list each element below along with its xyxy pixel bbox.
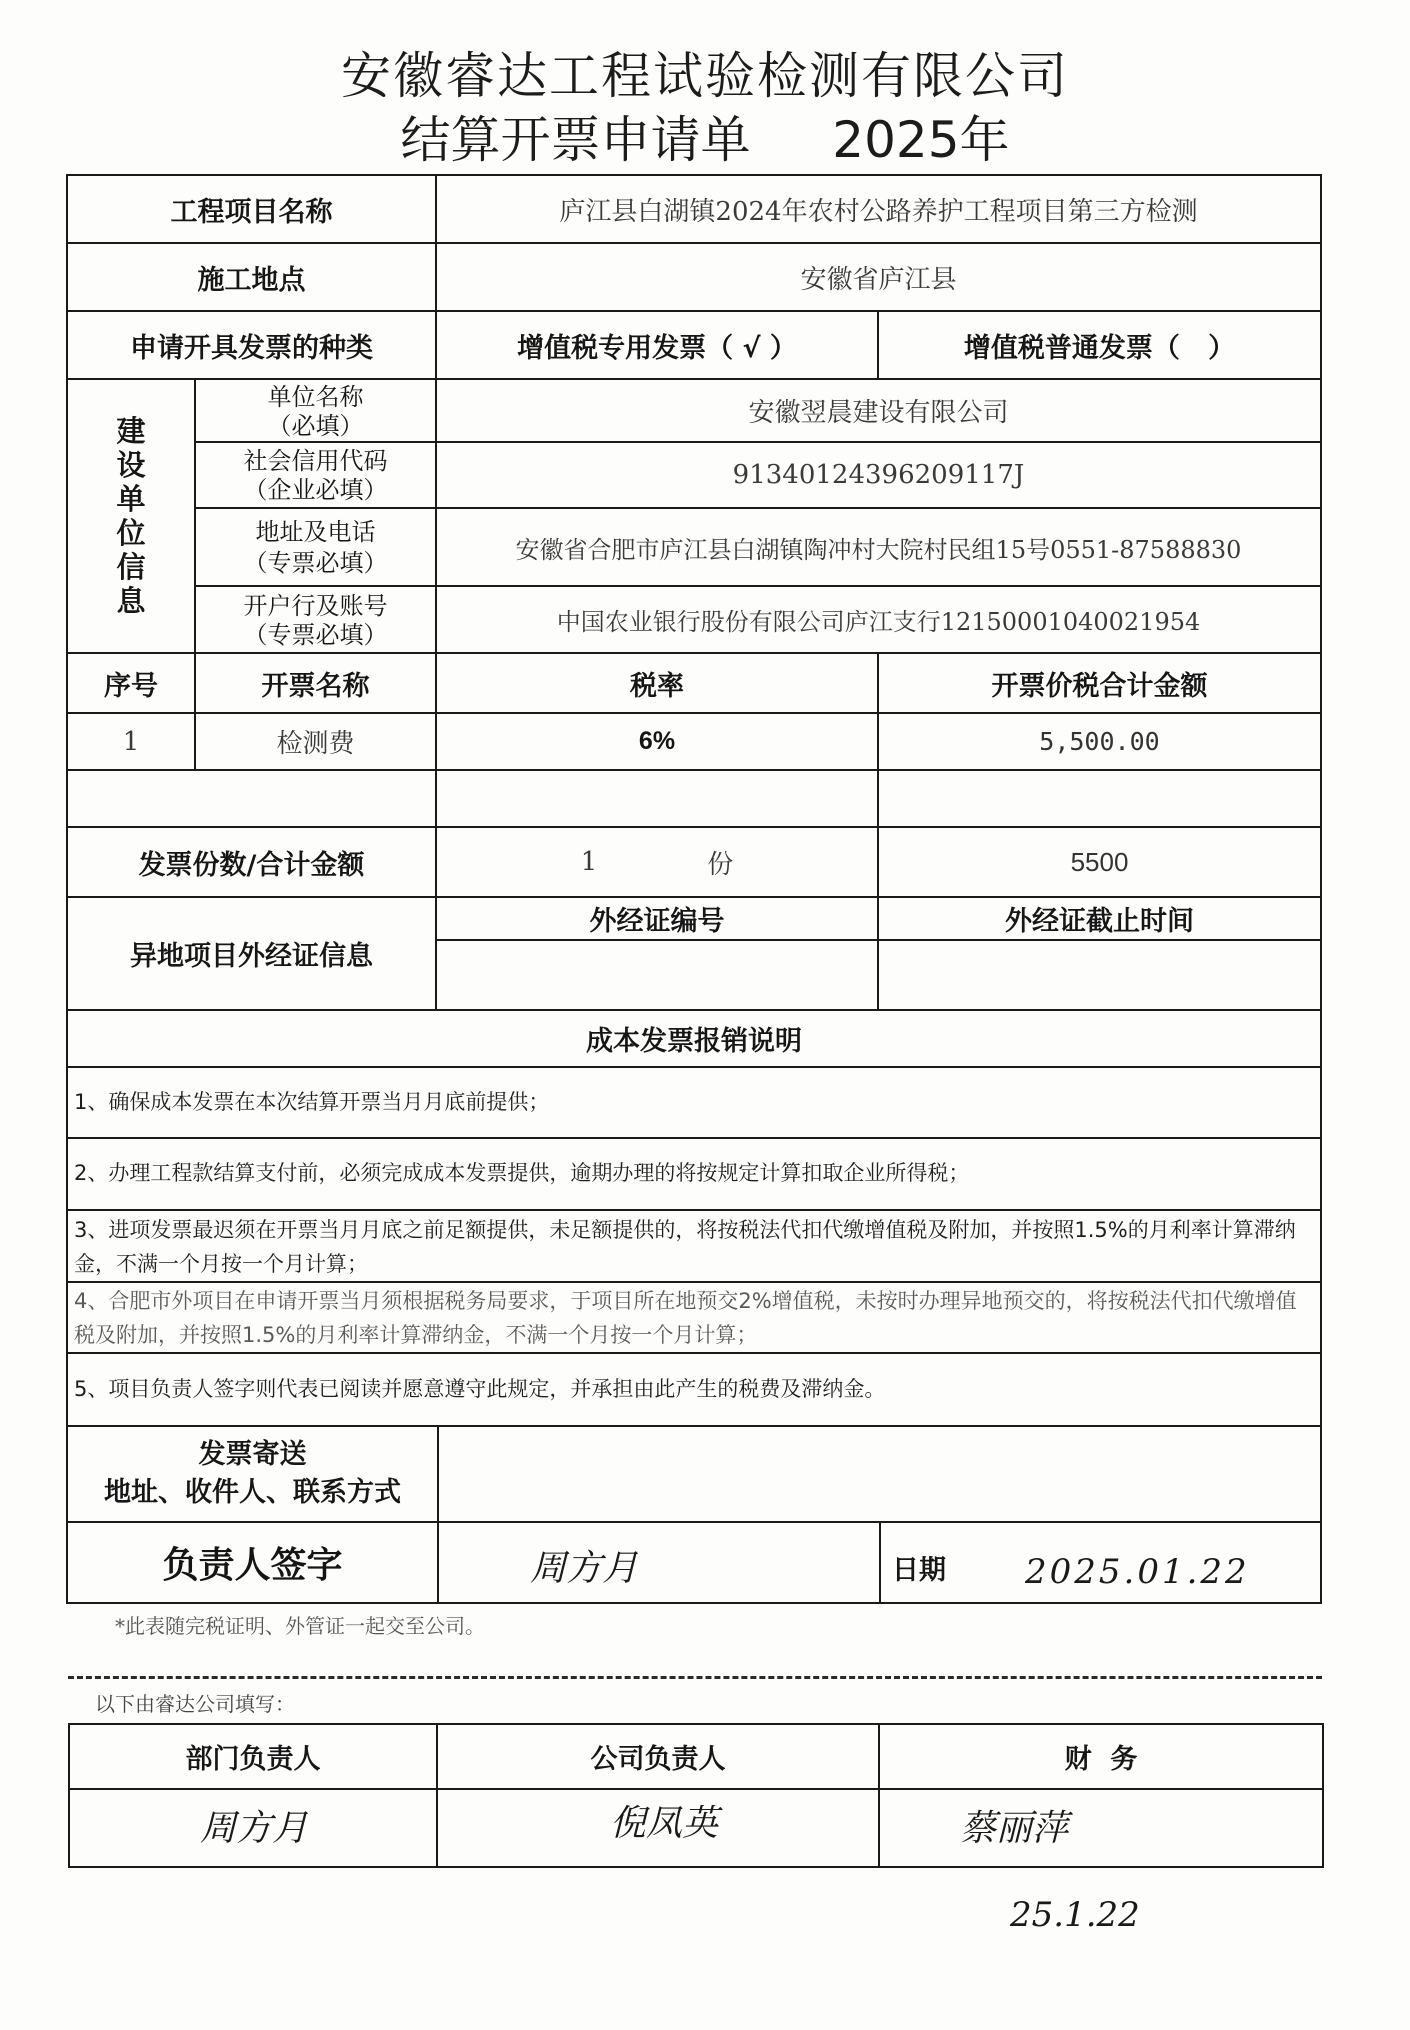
row-line — [66, 1209, 1322, 1211]
dept-head-signature[interactable]: 周方月 — [200, 1808, 309, 1849]
address-phone-hint: （专票必填） — [243, 549, 388, 577]
builder-group-chars — [116, 414, 145, 618]
row-line — [66, 1281, 1322, 1283]
unit-name-label: 单位名称 — [267, 382, 364, 411]
site-value[interactable]: 安徽省庐江县 — [800, 264, 957, 295]
credit-code-label: 社会信用代码 — [243, 447, 388, 475]
finance-header: 财 务 — [1064, 1744, 1138, 1775]
signature-label: 负责人签字 — [162, 1545, 343, 1586]
note-item-5: 5、项目负责人签字则代表已阅读并愿意遵守此规定，并承担由此产生的税费及滞纳金。 — [74, 1377, 886, 1401]
builder-row-label — [196, 443, 435, 507]
row-line — [66, 1602, 1322, 1604]
col-header-name: 开票名称 — [261, 670, 370, 702]
remote-label: 异地项目外经证信息 — [130, 941, 373, 972]
item-amount-empty[interactable] — [879, 771, 1320, 826]
builder-row-label — [196, 509, 435, 585]
notes-title: 成本发票报销说明 — [586, 1026, 802, 1057]
totals-count-cell — [437, 828, 877, 896]
note-item-1: 1、确保成本发票在本次结算开票当月月底前提供； — [74, 1090, 550, 1114]
item-rate[interactable]: 6% — [638, 727, 676, 755]
company-head-header: 公司负责人 — [590, 1744, 726, 1775]
col-header-rate: 税率 — [630, 670, 684, 702]
item-no[interactable]: 1 — [122, 726, 140, 757]
totals-unit: 份 — [707, 849, 734, 880]
table-border-right — [1320, 174, 1322, 1602]
form-title: 结算开票申请单 — [400, 111, 751, 169]
row-line — [68, 1866, 1324, 1868]
remote-col-number: 外经证编号 — [589, 906, 725, 937]
mailing-label — [68, 1427, 437, 1521]
bank-account-value[interactable]: 中国农业银行股份有限公司庐江支行12150001040021954 — [556, 608, 1201, 636]
dept-head-header: 部门负责人 — [185, 1744, 321, 1775]
mailing-value[interactable] — [439, 1427, 1320, 1521]
company-title: 安徽睿达工程试验检测有限公司 — [341, 47, 1069, 105]
bank-account-label: 开户行及账号 — [243, 591, 388, 620]
note-item-3: 3、进项发票最迟须在开票当月月底之前足额提供，未足额提供的，将按税法代扣代缴增值税及附加，并按照1.5%的月利率计算滞纳金，不满一个月按一个月计算； — [74, 1218, 1296, 1276]
builder-group-char: 建 — [116, 414, 146, 448]
bank-account-hint: （专票必填） — [243, 620, 388, 649]
builder-row-label — [196, 380, 435, 441]
builder-group-char: 设 — [116, 448, 146, 482]
invoice-type-special-checkbox[interactable]: 增值税专用发票（ √ ） — [517, 332, 797, 364]
totals-count[interactable]: 1 — [580, 847, 598, 877]
totals-amount[interactable]: 5500 — [1070, 846, 1129, 877]
row-line — [66, 1352, 1322, 1354]
credit-code-hint: （企业必填） — [243, 476, 388, 504]
builder-group-char: 单 — [116, 482, 146, 516]
project-name-value[interactable]: 庐江县白湖镇2024年农村公路养护工程项目第三方检测 — [559, 196, 1198, 227]
address-phone-label: 地址及电话 — [255, 518, 376, 546]
remote-col-expiry: 外经证截止时间 — [1005, 906, 1194, 937]
builder-row-label — [196, 587, 435, 652]
row-line — [68, 1788, 1324, 1790]
builder-group-char: 位 — [116, 516, 146, 550]
note-item-4: 4、合肥市外项目在申请开票当月须根据税务局要求，于项目所在地预交2%增值税，未按时办理异地预交的，将按税法代扣代缴增值税及附加，并按照1.5%的月利率计算滞纳金，不满一个月按一个月计算； — [74, 1289, 1297, 1347]
builder-group-char: 息 — [116, 584, 146, 618]
invoice-type-ordinary-checkbox[interactable]: 增值税普通发票（ ） — [963, 332, 1236, 364]
unit-name-value[interactable]: 安徽翌晨建设有限公司 — [748, 398, 1009, 428]
item-name-empty[interactable] — [196, 771, 435, 826]
cut-line — [68, 1676, 1322, 1679]
item-name[interactable]: 检测费 — [276, 729, 355, 759]
finance-signature[interactable]: 蔡丽萍 — [960, 1808, 1069, 1849]
signature-handwriting[interactable]: 周方月 — [530, 1548, 639, 1589]
builder-group-label — [68, 380, 194, 652]
totals-label: 发票份数/合计金额 — [138, 849, 365, 881]
site-label: 施工地点 — [197, 264, 306, 296]
col-line — [879, 1521, 881, 1602]
finance-date-handwriting: 25.1.22 — [1010, 1895, 1140, 1935]
credit-code-value[interactable]: 91340124396209117J — [732, 460, 1025, 490]
form-year: 2025年 — [832, 111, 1010, 169]
row-line — [66, 1066, 1322, 1068]
mailing-label-line2: 地址、收件人、联系方式 — [104, 1477, 401, 1508]
item-rate-empty[interactable] — [437, 771, 877, 826]
remote-expiry-value[interactable] — [879, 941, 1320, 1009]
note-item-2: 2、办理工程款结算支付前，必须完成成本发票提供，逾期办理的将按规定计算扣取企业所得税； — [74, 1161, 970, 1185]
footnote: *此表随完税证明、外管证一起交至公司。 — [115, 1614, 485, 1638]
col-header-amount: 开票价税合计金额 — [991, 670, 1208, 702]
item-no-empty[interactable] — [68, 771, 194, 826]
address-phone-value[interactable]: 安徽省合肥市庐江县白湖镇陶冲村大院村民组15号0551-87588830 — [515, 535, 1242, 564]
date-label: 日期 — [892, 1555, 946, 1586]
project-name-label: 工程项目名称 — [170, 196, 333, 228]
remote-number-value[interactable] — [437, 941, 877, 1009]
unit-name-hint: （必填） — [267, 411, 364, 440]
internal-caption: 以下由睿达公司填写： — [95, 1692, 295, 1716]
company-head-signature[interactable]: 倪凤英 — [610, 1803, 719, 1844]
row-line — [66, 1137, 1322, 1139]
date-handwriting[interactable]: 2025.01.22 — [1025, 1552, 1250, 1592]
mailing-label-line1: 发票寄送 — [198, 1439, 307, 1470]
col-header-no: 序号 — [104, 670, 158, 702]
item-amount[interactable]: 5,500.00 — [1039, 727, 1160, 756]
builder-group-char: 信 — [116, 550, 146, 584]
form-title-line — [0, 100, 1410, 172]
col-line — [1322, 1723, 1324, 1866]
invoice-type-label: 申请开具发票的种类 — [130, 332, 373, 364]
